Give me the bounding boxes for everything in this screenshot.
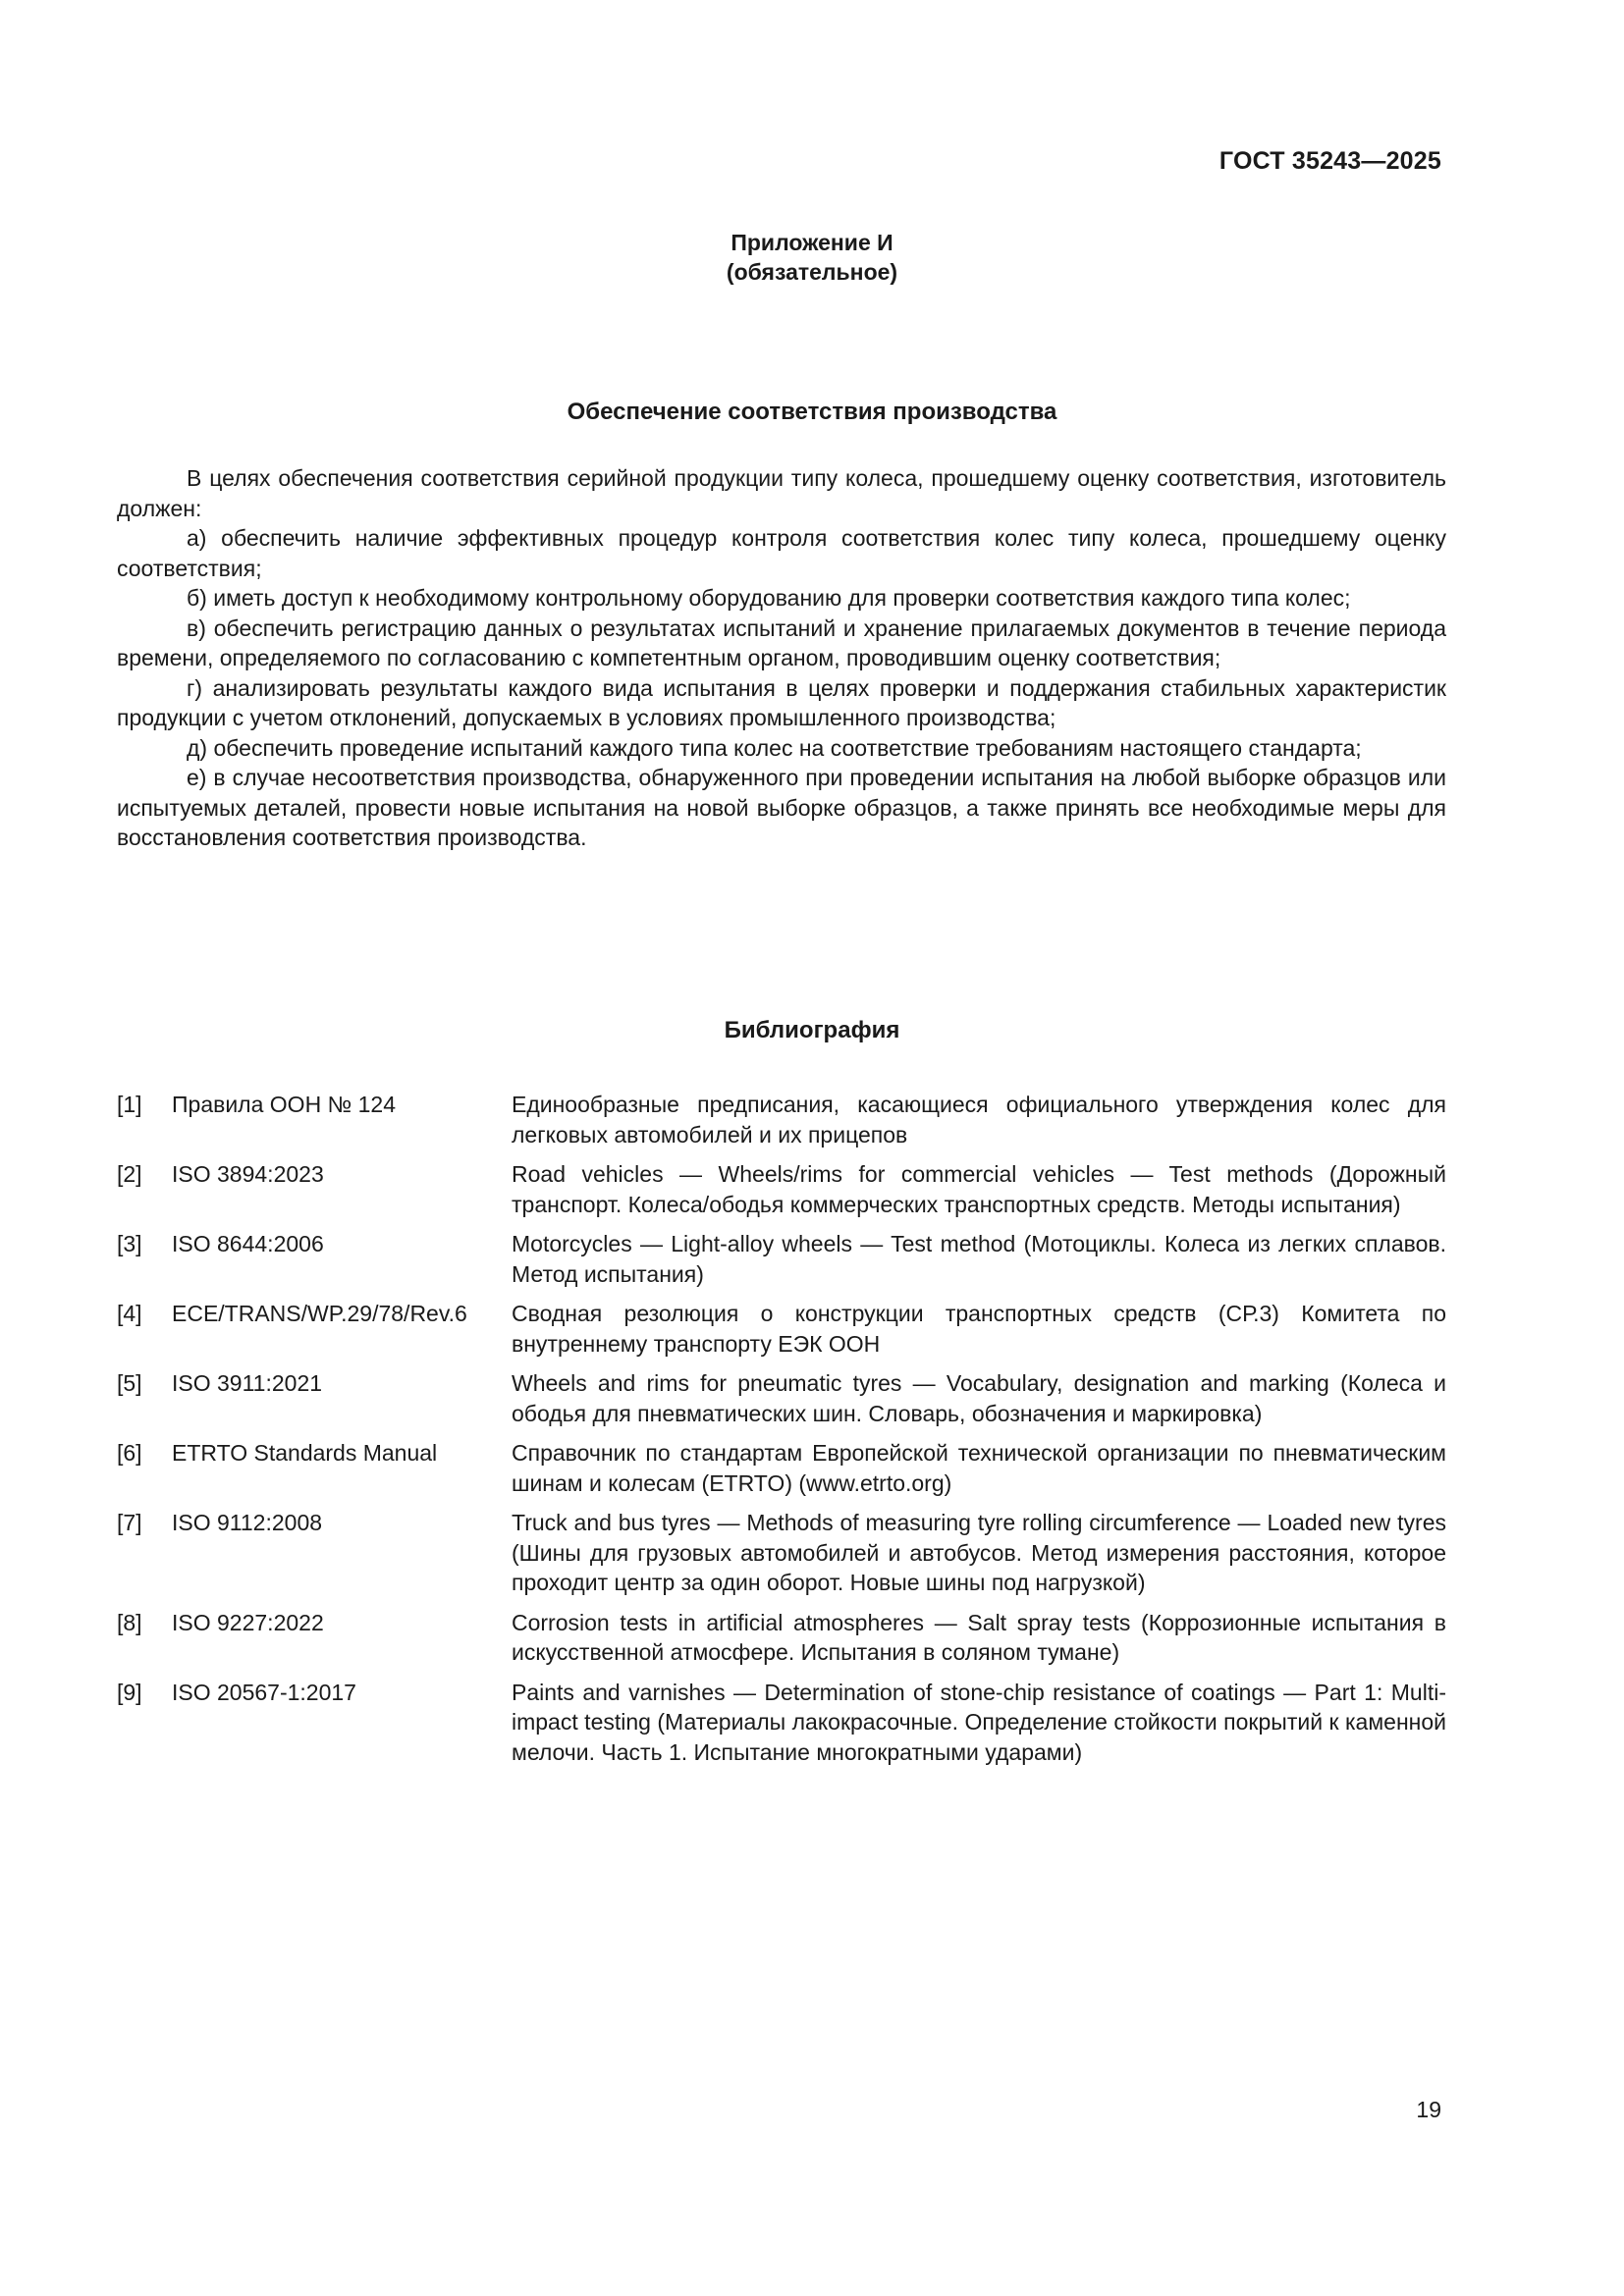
bibliography-reference: ECE/TRANS/WP.29/78/Rev.6 <box>172 1301 467 1326</box>
bibliography-entry <box>117 1508 1446 1598</box>
bibliography-number: [3] <box>117 1231 142 1256</box>
bibliography-description: Сводная резолюция о конструкции транспортных средств (СР.3) Комитета по внутреннему транспорту ЕЭК ООН <box>512 1301 1446 1357</box>
bibliography-entry <box>117 1368 1446 1428</box>
bibliography-number: [1] <box>117 1092 142 1117</box>
document-code: ГОСТ 35243—2025 <box>1218 147 1441 175</box>
bibliography-number: [9] <box>117 1679 142 1705</box>
bibliography-reference: ETRTO Standards Manual <box>172 1440 438 1466</box>
page-number: 19 <box>1416 2097 1441 2122</box>
compliance-item-v: в) обеспечить регистрацию данных о результатах испытаний и хранение прилагаемых документов в течение периода времени, определяемого по согласованию с компетентным органом, проводившим оценку соответствия; <box>117 614 1446 670</box>
bibliography-reference: ISO 20567-1:2017 <box>172 1679 356 1705</box>
bibliography-number: [7] <box>117 1510 142 1535</box>
bibliography-entry <box>117 1608 1446 1668</box>
bibliography-entry <box>117 1229 1446 1289</box>
bibliography-description: Справочник по стандартам Европейской технической организации по пневматическим шинам и колесам (ETRTO) (www.etrto.org) <box>512 1440 1446 1496</box>
bibliography-reference: Правила ООН № 124 <box>172 1092 397 1117</box>
bibliography-number: [8] <box>117 1609 142 1635</box>
compliance-item-d: д) обеспечить проведение испытаний каждого типа колес на соответствие требованиям настоящего стандарта; <box>187 734 1362 761</box>
compliance-section-title: Обеспечение соответствия производства <box>567 399 1057 425</box>
bibliography-description: Wheels and rims for pneumatic tyres — Vocabulary, designation and marking (Колеса и ободья для пневматических шин. Словарь, обозначения и маркировка) <box>512 1370 1446 1426</box>
bibliography-reference: ISO 9112:2008 <box>172 1510 323 1535</box>
bibliography-list <box>117 1090 1446 1777</box>
appendix-heading <box>0 228 1624 287</box>
bibliography-entry <box>117 1678 1446 1768</box>
bibliography-reference: ISO 8644:2006 <box>172 1231 324 1256</box>
compliance-item-a: а) обеспечить наличие эффективных процедур контроля соответствия колес типу колеса, прошедшему оценку соответствия; <box>117 525 1446 581</box>
bibliography-description: Motorcycles — Light-alloy wheels — Test method (Мотоциклы. Колеса из легких сплавов. Метод испытания) <box>512 1231 1446 1287</box>
bibliography-number: [4] <box>117 1301 142 1326</box>
bibliography-number: [5] <box>117 1370 142 1396</box>
bibliography-description: Truck and bus tyres — Methods of measuring tyre rolling circumference — Loaded new tyres (Шины для грузовых автомобилей и автобусов. Метод измерения расстояния, которое проходит центр за один оборот. Новые шины под нагрузкой) <box>512 1510 1446 1595</box>
bibliography-entry <box>117 1159 1446 1219</box>
bibliography-description: Paints and varnishes — Determination of stone-chip resistance of coatings — Part 1: Multi-impact testing (Материалы лакокрасочные. Определение стойкости покрытий к каменной мелочи. Часть 1. Испытание многократными ударами) <box>512 1679 1446 1765</box>
bibliography-description: Road vehicles — Wheels/rims for commercial vehicles — Test methods (Дорожный транспорт. Колеса/ободья коммерческих транспортных средств. Методы испытания) <box>512 1161 1446 1217</box>
compliance-body <box>117 463 1446 853</box>
bibliography-description: Единообразные предписания, касающиеся официального утверждения колес для легковых автомобилей и их прицепов <box>512 1092 1446 1148</box>
compliance-item-b: б) иметь доступ к необходимому контрольному оборудованию для проверки соответствия каждого типа колес; <box>187 585 1351 611</box>
compliance-item-e: е) в случае несоответствия производства, обнаруженного при проведении испытания на любой выборке образцов или испытуемых деталей, провести новые испытания на новой выборке образцов, а также принять все необходимые меры для восстановления соответствия производства. <box>117 765 1446 850</box>
bibliography-number: [2] <box>117 1161 142 1187</box>
bibliography-entry <box>117 1299 1446 1359</box>
bibliography-title: Библиография <box>724 1017 900 1043</box>
compliance-paragraph: В целях обеспечения соответствия серийной продукции типу колеса, прошедшему оценку соответствия, изготовитель должен: <box>117 465 1446 521</box>
bibliography-number: [6] <box>117 1440 142 1466</box>
bibliography-description: Corrosion tests in artificial atmospheres — Salt spray tests (Коррозионные испытания в искусственной атмосфере. Испытания в соляном тумане) <box>512 1609 1446 1665</box>
bibliography-reference: ISO 9227:2022 <box>172 1609 324 1635</box>
appendix-status: (обязательное) <box>726 259 898 285</box>
bibliography-reference: ISO 3894:2023 <box>172 1161 324 1187</box>
bibliography-reference: ISO 3911:2021 <box>172 1370 323 1396</box>
appendix-title: Приложение И <box>731 230 893 255</box>
bibliography-entry <box>117 1090 1446 1149</box>
compliance-item-g: г) анализировать результаты каждого вида испытания в целях проверки и поддержания стабильных характеристик продукции с учетом отклонений, допускаемых в условиях промышленного производства; <box>117 674 1446 730</box>
bibliography-entry <box>117 1438 1446 1498</box>
